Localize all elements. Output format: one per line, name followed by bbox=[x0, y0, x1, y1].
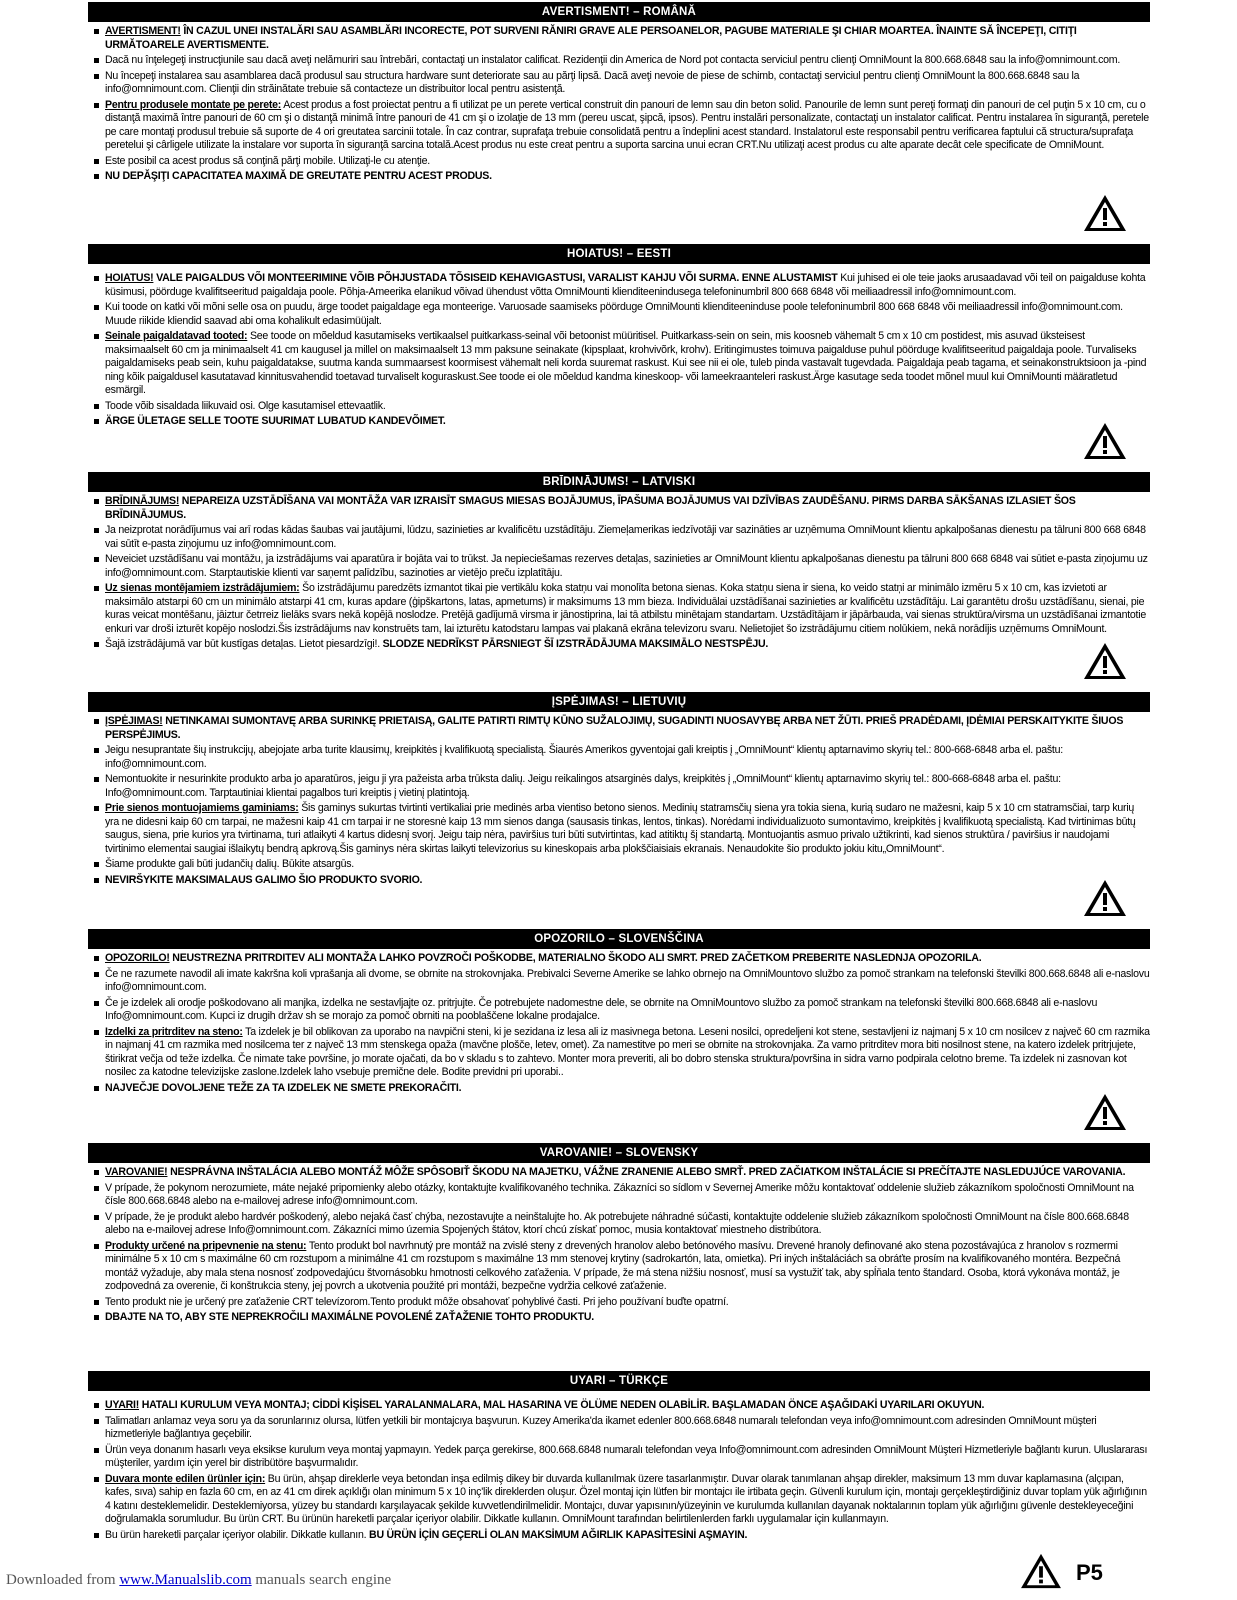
lead-warning: ĮSPĖJIMAS! NETINKAMAI SUMONTAVĘ ARBA SURINKĘ PRIETAISĄ, GALITE PATIRTI RIMTŲ KŪNO SUŽALOJIMŲ, SUGADINTI NUOSAVYBĘ ARBA NET ŽŪTI. PRIEŠ PRADĖDAMI, ĮDĖMIAI PERSKAITYKITE ŠIUOS PERSPĖJIMUS. bbox=[88, 715, 1150, 742]
section-header: ĮSPĖJIMAS! – LIETUVIŲ bbox=[88, 692, 1150, 712]
list-item: Če je izdelek ali orodje poškodovano ali manjka, izdelka ne sestavljajte oz. pritrjujte. Če potrebujete nadomestne dele, se obrnite na OmniMountovo službo za pomoč strankam na telefonski številki 800.668.6848 ali e-naslovu Info@omnimount.com. Kupci iz drugih držav sh se morajo za pomoč obrniti na pooblaščene lokalne prodajalce. bbox=[88, 997, 1150, 1024]
list-item: Kui toode on katki või mõni selle osa on puudu, ärge toodet paigaldage ega monteerige. Varuosade saamiseks pöörduge OmniMounti klienditeeninduse poole telefoninumbril 800 668 6848 või meiliaadressil info@omnimount.com. Muude riikide kliendid saavad abi oma kohalikult edasimüüjalt. bbox=[88, 301, 1150, 328]
list-item: Dacă nu înţelegeţi instrucţiunile sau dacă aveţi nelămuriri sau întrebări, contactaţi un instalator calificat. Rezidenţii din America de Nord pot contacta serviciul pentru clienţi OmniMount la 800.668.6848 sau la info@omnimount.com. bbox=[88, 54, 1150, 68]
warning-list bbox=[88, 1163, 1150, 1325]
warning-list bbox=[88, 492, 1150, 652]
moving-parts-item: Bu ürün hareketli parçalar içeriyor olabilir. Dikkatle kullanın. BU ÜRÜN İÇİN GEÇERLİ OLAN MAKSİMUM AĞIRLIK KAPASİTESİNİ AŞMAYIN. bbox=[88, 1529, 1150, 1543]
section-slovenian bbox=[88, 929, 1150, 1134]
section-lithuanian bbox=[88, 692, 1150, 920]
warning-triangle-icon bbox=[1082, 421, 1128, 461]
footer-tagline: manuals search engine bbox=[251, 1572, 392, 1588]
wall-mount-item: Seinale paigaldatavad tooted: See toode on mõeldud kasutamiseks vertikaalsel puitkarkass-seinal või betoonist müüritisel. Puitkarkass-sein on sein, mis koosneb vähemalt 5 cm x 10 cm postidest, mis asuvad üksteisest maksimaalselt 60 cm ja minimaalselt 41 cm kaugusel ja millel on maksimaalselt 13 mm paksune seinakate (kipsplaat, krohvivõrk, krohv). Eritingimustes toimuva paigalduse puhul pöörduge kvalifitseeritud paigaldaja poole. Turvaliseks paigaldamiseks peab sein, kuhu paigaldatakse, suutma kanda summaarsest koormisest vähemalt neli korda suuremat raskust. Kui see nii ei ole, tuleb pinda vastavalt tugevdada. Paigaldaja peab tagama, et seinakonstruktsioon ja -pind ning kõik paigaldusel kasutatavad kinnitusvahendid toetavad turvaliselt koguraskust.See toode ei ole mõeldud kandma kineskoop- või lameekraanteleri raskust.Ärge kasutage seda toodet mõnel muul kui OmniMounti määratletud esmärgil. bbox=[88, 330, 1150, 398]
warning-triangle-icon bbox=[1082, 641, 1128, 681]
section-header: VAROVANIE! – SLOVENSKY bbox=[88, 1143, 1150, 1163]
wall-mount-item: Duvara monte edilen ürünler için: Bu ürün, ahşap direklerle veya betondan inşa edilmiş dikey bir duvarda kullanılmak üzere tasarlanmıştır. Duvar olarak tanımlanan ahşap direkler, maksimum 13 mm duvar kaplamasına (alçıpan, kafes, sıva) sahip en fazla 60 cm, en az 41 cm direk açıklığı olan minimum 5 x 10 inç'lik direklerden oluşur. Özel montaj için lütfen bir montajcı ile irtibata geçin. Güvenli kurulum için, montajı gerçekleştirdiğiniz duvar toplam yük ağırlığının 4 katını desteklemelidir. Desteklemiyorsa, yüzey bu standardı karşılayacak şekilde kuvvetlendirilmelidir. Montajcı, duvar yapısının/yüzeyinin ve kurulumda kullanılan dayanak noktalarının toplam yük ağırlığını güvenle destekleyeceğini doğrulamakla sorumludur. Bu ürün CRT. Bu ürünün hareketli parçalar içeriyor olabilir. Dikkatle kullanın. OmniMount tarafından belirtilenlerden farklı uygulamalar için kullanmayın. bbox=[88, 1473, 1150, 1527]
list-item: Talimatları anlamaz veya soru ya da sorunlarınız olursa, lütfen yetkili bir montajcıya başvurun. Kuzey Amerika'da ikamet edenler 800.668.6848 numaralı telefondan veya info@omnimount.com adresinden OmniMount müşteri hizmetleriyle bağlantıya geçebilir. bbox=[88, 1415, 1150, 1442]
list-item: Če ne razumete navodil ali imate kakršna koli vprašanja ali dvome, se obrnite na strokovnjaka. Prebivalci Severne Amerike se lahko obrnejo na OmniMountovo službo za pomoč strankam na telefonski številki 800.668.6848 ali e-naslovu info@omnimount.com. bbox=[88, 968, 1150, 995]
wall-mount-item: Prie sienos montuojamiems gaminiams: Šis gaminys sukurtas tvirtinti vertikaliai prie medinės arba vientiso betono sienos. Medinių statramsčių siena yra tokia siena, kurią sudaro ne mažesni, kaip 5 x 10 cm statramsčiai, tarp kurių yra ne didesni kaip 60 cm tarpai, ne mažesni kaip 41 cm tarpai ir ne storesnė kaip 13 mm sienos danga (sausasis tinkas, lentos, tinkas). Norėdami individualizuoto sumontavimo, kreipkitės į kvalifikuotą specialistą. Kad tvirtinimas būtų saugus, siena, prie kurios yra tvirtinama, turi atlaikyti 4 kartus didesnį svorį. Jeigu taip nėra, paviršius turi būti sutvirtintas, kad atitiktų šį standartą. Montuojantis asmuo privalo užtikrinti, kad sienos struktūra / paviršius ir naudojami tvirtinimo elementai saugiai išlaikytų bendrą apkrovą.Šis gaminys nėra skirtas laikyti televizorius su kineskopais arba plokščiaisiais ekranais. Nenaudokite šio produkto jokiu kitu„OmniMount“. bbox=[88, 802, 1150, 856]
lead-warning: OPOZORILO! NEUSTREZNA PRITRDITEV ALI MONTAŽA LAHKO POVZROČI POŠKODBE, MATERIALNO ŠKODO ALI SMRT. PRED ZAČETKOM PREBERITE NASLEDNJA OPOZORILA. bbox=[88, 952, 1150, 966]
list-item: Neveiciet uzstādīšanu vai montāžu, ja izstrādājums vai aparatūra ir bojāta vai to trūkst. Ja nepieciešamas rezerves detaļas, sazinieties ar OmniMount klientu apkalpošanas dienestu pa tālruni 800 668 6848 vai sūtiet e-pasta ziņojumu uz info@omnimount.com. Starptautiskie klienti var saņemt palīdzību, sazinoties ar vietējo preču izplatītāju. bbox=[88, 553, 1150, 580]
manualslib-link[interactable]: www.Manualslib.com bbox=[119, 1572, 252, 1588]
warning-triangle-icon bbox=[1082, 1092, 1128, 1132]
section-turkish bbox=[88, 1371, 1150, 1561]
list-item: V prípade, že pokynom nerozumiete, máte nejaké pripomienky alebo otázky, kontaktujte kvalifikovaného technika. Zákazníci so sídlom v Severnej Amerike môžu kontaktovať oddelenie služieb zákazníkom spoločnosti OmniMount na čísle 800.668.6848 alebo na e-mailovej adrese info@omnimount.com. bbox=[88, 1182, 1150, 1209]
list-item: Nu începeţi instalarea sau asamblarea dacă produsul sau structura hardware sunt deteriorate sau au părţi lipsă. Dacă aveţi nevoie de piese de schimb, contactaţi serviciul pentru clienţi OmniMount la 800.668.6848 sau la info@omnimount.com. Clienţii din străinătate trebuie să contacteze un distribuitor local pentru asistenţă. bbox=[88, 70, 1150, 97]
section-header: AVERTISMENT! – ROMÂNĂ bbox=[88, 2, 1150, 22]
lead-warning: VAROVANIE! NESPRÁVNA INŠTALÁCIA ALEBO MONTÁŽ MÔŽE SPÔSOBIŤ ŠKODU NA MAJETKU, VÁŽNE ZRANENIE ALEBO SMRŤ. PRED ZAČIATKOM INŠTALÁCIE SI PREČÍTAJTE NASLEDUJÚCE VAROVANIA. bbox=[88, 1166, 1150, 1180]
warning-list bbox=[88, 264, 1150, 429]
wall-mount-item: Uz sienas montējamiem izstrādājumiem: Šo izstrādājumu paredzēts izmantot tikai pie vertikālu koka statņu vai monolīta betona sienas. Koka statņu siena ir siena, ko veido statņi ar minimālo izmēru 5 x 10 cm, kas izvietoti ar maksimālo atstarpi 60 cm un minimālo atstarpi 41 cm, kuras apdare (ģipškartons, latas, apmetums) ir maksimums 13 mm bieza. Individuālai uzstādīšanai sazinieties ar kvalificētu uzstādītāju. Lai garantētu drošu uzstādīšanu, sienai, pie kuras veicat montēšanu, jāiztur četrreiz lielāks svars nekā kopējā noslodze. Pretējā gadījumā virsma ir jānostiprina, lai tā atbilstu minētajam standartam. Uzstādītājam ir jāpārbauda, vai sienas struktūra/virsma un uzstādīšanai izmantotie enkuri var droši izturēt kopējo noslodzi.Šis izstrādājums nav konstruēts tam, lai izturētu katodstaru lampas vai plakanā ekrāna televizoru svaru. Nelietojiet šo izstrādājumu citiem nolūkiem, nekā norādījis uzņēmums OmniMount. bbox=[88, 582, 1150, 636]
closing-warning: NU DEPĂŞIŢI CAPACITATEA MAXIMĂ DE GREUTATE PENTRU ACEST PRODUS. bbox=[88, 170, 1150, 184]
section-header: BRĪDINĀJUMS! – LATVISKI bbox=[88, 472, 1150, 492]
download-footer bbox=[6, 1572, 391, 1589]
page-number: P5 bbox=[1076, 1560, 1103, 1585]
section-header: HOIATUS! – EESTI bbox=[88, 244, 1150, 264]
closing-warning: DBAJTE NA TO, ABY STE NEPREKROČILI MAXIMÁLNE POVOLENÉ ZAŤAŽENIE TOHTO PRODUKTU. bbox=[88, 1311, 1150, 1325]
section-slovak bbox=[88, 1143, 1150, 1362]
lead-warning: AVERTISMENT! ÎN CAZUL UNEI INSTALĂRI SAU ASAMBLĂRI INCORECTE, POT SURVENI RĂNIRI GRAVE ALE PERSOANELOR, PAGUBE MATERIALE ŞI CHIAR MOARTEA. ÎNAINTE SĂ ÎNCEPEŢI, CITIŢI URMĂTOARELE AVERTISMENTE. bbox=[88, 25, 1150, 52]
downloaded-from-text: Downloaded from bbox=[6, 1572, 120, 1588]
wall-mount-item: Pentru produsele montate pe perete: Acest produs a fost proiectat pentru a fi utilizat pe un perete vertical construit din panouri de lemn sau din beton solid. Panourile de lemn sunt pereţi formaţi din panouri de cel puţin 5 x 10 cm, cu o distanţă maximă între panouri de 60 cm şi o distanţă minimă între panouri de 41 cm şi o izolaţie de 13 mm (pereu uscat, şipcă, ipsos). Pentru instalări personalizate, contactaţi un instalator calificat. Pentru instalarea în siguranţă, peretele pe care montaţi produsul trebuie să suporte de 4 ori greutatea sarcinii totale. În caz contrar, suprafaţa trebuie consolidată pentru a îndeplini acest standard. Instalatorul este responsabil pentru verificarea faptului că structura/suprafaţa peretelui şi cârligele utilizate la instalare vor suporta în siguranţă sarcina totală.Acest produs nu este creat pentru a suporta sarcina unui ecran CRT.Nu utilizaţi acest produs cu alte aparate decât cele specificate de OmniMount. bbox=[88, 99, 1150, 153]
section-latvian bbox=[88, 472, 1150, 683]
closing-warning: ÄRGE ÜLETAGE SELLE TOOTE SUURIMAT LUBATUD KANDEVÕIMET. bbox=[88, 415, 1150, 429]
list-item: Nemontuokite ir nesurinkite produkto arba jo aparatūros, jeigu ji yra pažeista arba trūksta dalių. Jeigu reikalingos atsarginės dalys, kreipkitės į „OmniMount“ klientų aptarnavimo skyrių tel.: 800-668-6848 arba el. paštu: Info@omnimount.com. Tarptautiniai klientai pagalbos turi kreiptis į vietinį platintoją. bbox=[88, 773, 1150, 800]
moving-parts-item: Este posibil ca acest produs să conţină părţi mobile. Utilizaţi-le cu atenţie. bbox=[88, 155, 1150, 169]
lead-warning: BRĪDINĀJUMS! NEPAREIZA UZSTĀDĪŠANA VAI MONTĀŽA VAR IZRAISĪT SMAGUS MIESAS BOJĀJUMUS, ĪPAŠUMA BOJĀJUMUS VAI DZĪVĪBAS ZAUDĒŠANU. PIRMS DARBA SĀKŠANAS IZLASIET ŠOS BRĪDINĀJUMUS. bbox=[88, 495, 1150, 522]
list-item: Jeigu nesuprantate šių instrukcijų, abejojate arba turite klausimų, kreipkitės į kvalifikuotą specialistą. Šiaurės Amerikos gyventojai gali kreiptis į „OmniMount“ klientų aptarnavimo skyrių tel.: 800-668-6848 arba el. paštu: info@omnimount.com. bbox=[88, 744, 1150, 771]
closing-warning: NEVIRŠYKITE MAKSIMALAUS GALIMO ŠIO PRODUKTO SVORIO. bbox=[88, 874, 1150, 888]
lead-warning: HOIATUS! VALE PAIGALDUS VÕI MONTEERIMINE VÕIB PÕHJUSTADA TÕSISEID KEHAVIGASTUSI, VARALIST KAHJU VÕI SURMA. ENNE ALUSTAMIST Kui juhised ei ole teie jaoks arusaadavad või teil on paigalduse kohta küsimusi, pöörduge kvalifitseeritud paigaldaja poole. Põhja-Ameerika elanikud võivad ühendust võtta OmniMounti klienditeenindusega telefoninumbril 800 668 6848 või meiliaadressil info@omnimount.com. bbox=[88, 272, 1150, 299]
warning-list bbox=[88, 1391, 1150, 1542]
list-item: Ja neizprotat norādījumus vai arī rodas kādas šaubas vai jautājumi, lūdzu, sazinieties ar kvalificētu uzstādītāju. Ziemeļamerikas iedzīvotāji var sazināties ar uzņēmuma OmniMount klientu apkalpošanas dienestu pa tālruni 800 668 6848 vai sūtīt e-pasta ziņojumu uz info@omnimount.com. bbox=[88, 524, 1150, 551]
wall-mount-item: Izdelki za pritrditev na steno: Ta izdelek je bil oblikovan za uporabo na navpični steni, ki je sezidana iz lesa ali iz masivnega betona. Leseni nosilci, opredeljeni kot stene, sestavljeni iz najmanj 5 x 10 cm nosilcev z največ 60 cm razmika in najmanj 41 cm razmika med nosilcema ter z največ 13 mm stenskega opaža (mavčne plošče, letev, omet). Za namestitve po meri se obrnite na strokovnjaka. Za varno pritrditev mora biti nosilnost stene, na katero izdelek pritrjujete, štirikrat večja od teže izdelka. Če nimate take površine, jo morate ojačati, da bo v skladu s to zahtevo. Monter mora preveriti, ali bo dobro stenska struktura/površina in sidra varno podpirala celotno breme. Ta izdelek ni zasnovan kot nosilec za katodne televizijske zaslone.Izdelek laho vsebuje premične dele. Bodite previdni pri uporabi.. bbox=[88, 1026, 1150, 1080]
closing-warning: NAJVEČJE DOVOLJENE TEŽE ZA TA IZDELEK NE SMETE PREKORAČITI. bbox=[88, 1082, 1150, 1096]
section-header: UYARI – TÜRKÇE bbox=[88, 1371, 1150, 1391]
list-item: Ürün veya donanım hasarlı veya eksikse kurulum veya montaj yapmayın. Yedek parça gerekirse, 800.668.6848 numaralı telefondan veya Info@omnimount.com adresinden OmniMount Müşteri Hizmetleriyle bağlantı kurun. Uluslararası müşteriler, yardım için yerel bir distribütöre başvurmalıdır. bbox=[88, 1444, 1150, 1471]
moving-parts-item: Šajā izstrādājumā var būt kustīgas detaļas. Lietot piesardzīgi!. SLODZE NEDRĪKST PĀRSNIEGT ŠĪ IZSTRĀDĀJUMA MAKSIMĀLO NESTSPĒJU. bbox=[88, 638, 1150, 652]
moving-parts-item: Tento produkt nie je určený pre zaťaženie CRT televízorom.Tento produkt môže obsahovať pohyblivé časti. Pri jeho používaní buďte opatrní. bbox=[88, 1296, 1150, 1310]
wall-mount-item: Produkty určené na pripevnenie na stenu: Tento produkt bol navrhnutý pre montáž na zvislé steny z drevených hranolov alebo betónového masívu. Drevené hranoly definované ako stena pozostávajúca z hranolov s rozmermi minimálne 5 x 10 cm s maximálne 60 cm rozstupom a minimálne 41 cm rozstupom s maximálne 13 mm stenovej krytiny (sadrokartón, lata, omietka). Pri iných inštaláciách sa obráťte prosím na kvalifikovaného montéra. Bezpečná montáž vyžaduje, aby mala stena nosnosť zodpovedajúcu štvornásobku hmotnosti celkového zaťaženia. V prípade, že má stena nižšiu nosnosť, musí sa vystužiť tak, aby spĺňala tento štandard. Osoba, ktorá vykonáva montáž, je zodpovedná za overenie, či konštrukcia steny, jej povrch a ukotvenia použité pri montáži, bezpečne vydržia celkové zaťaženie. bbox=[88, 1240, 1150, 1294]
section-romanian bbox=[88, 2, 1150, 235]
moving-parts-item: Toode võib sisaldada liikuvaid osi. Olge kasutamisel ettevaatlik. bbox=[88, 400, 1150, 414]
warning-list bbox=[88, 22, 1150, 184]
warning-triangle-icon bbox=[1018, 1552, 1064, 1590]
section-header: OPOZORILO – SLOVENŠČINA bbox=[88, 929, 1150, 949]
moving-parts-item: Šiame produkte gali būti judančių dalių. Būkite atsargūs. bbox=[88, 858, 1150, 872]
lead-warning: UYARI! HATALI KURULUM VEYA MONTAJ; CİDDİ KİŞİSEL YARALANMALARA, MAL HASARINA VE ÖLÜME NEDEN OLABİLİR. BAŞLAMADAN ÖNCE AŞAĞIDAKİ UYARILARI OKUYUN. bbox=[88, 1399, 1150, 1413]
section-estonian bbox=[88, 244, 1150, 463]
warnings-page bbox=[88, 2, 1150, 1570]
list-item: V prípade, že je produkt alebo hardvér poškodený, alebo nejaká časť chýba, nezostavujte a neinštalujte ho. Ak potrebujete náhradné súčasti, kontaktujte oddelenie služieb zákazníkom spoločnosti OmniMount na čísle 800.668.6848 alebo na e-mailovej adrese Info@omnimount.com. Zákazníci mimo územia Spojených štátov, ktorí chcú získať pomoc, musia kontaktovať miestneho distribútora. bbox=[88, 1211, 1150, 1238]
warning-list bbox=[88, 712, 1150, 887]
warning-triangle-icon bbox=[1082, 193, 1128, 233]
warning-triangle-icon bbox=[1082, 878, 1128, 918]
warning-list bbox=[88, 949, 1150, 1095]
